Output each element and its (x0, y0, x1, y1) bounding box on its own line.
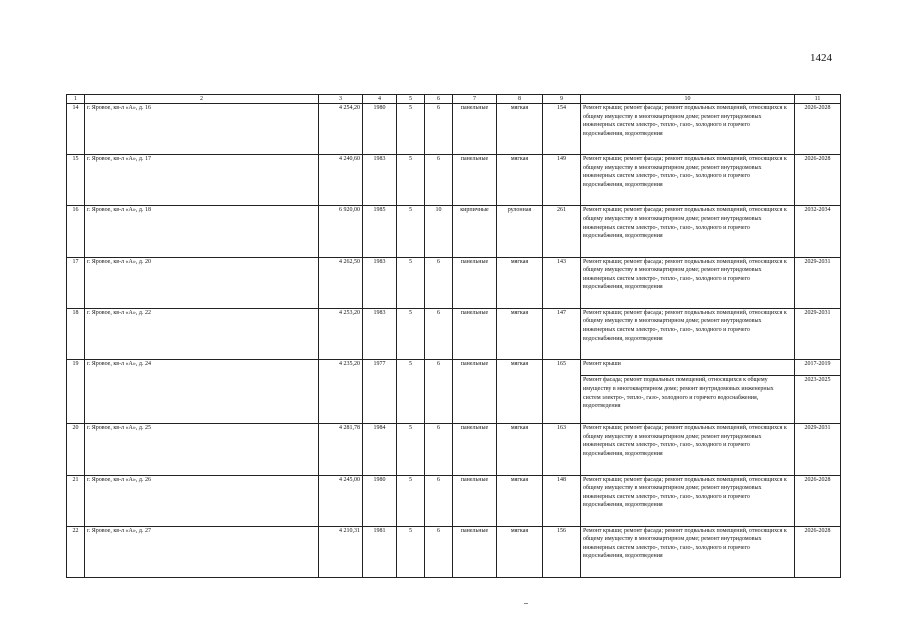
roof-type: рулонная (497, 206, 543, 257)
building-address: г. Яровое, кв-л «А», д. 16 (85, 104, 319, 155)
resident-count: 147 (543, 308, 581, 359)
column-number: 4 (363, 95, 397, 104)
resident-count: 261 (543, 206, 581, 257)
resident-count: 148 (543, 475, 581, 526)
floor-count: 5 (397, 360, 425, 424)
row-number: 14 (67, 104, 85, 155)
resident-count: 143 (543, 257, 581, 308)
work-description: Ремонт крыши; ремонт фасада; ремонт подвальных помещений, относящихся к общему имуществу в многоквартирном доме; ремонт внутридомовых инженерных систем электро-, тепло-, газо-, холодного и горячего водоснабжения, водоотведения (581, 104, 795, 155)
work-description: Ремонт крыши; ремонт фасада; ремонт подвальных помещений, относящихся к общему имуществу в многоквартирном доме; ремонт внутридомовых инженерных систем электро-, тепло-, газо-, холодного и горячего водоснабжения, водоотведения (581, 526, 795, 577)
total-area: 4 235,20 (319, 360, 363, 424)
work-period: 2023-2025 (795, 376, 841, 424)
floor-count: 5 (397, 257, 425, 308)
row-number: 17 (67, 257, 85, 308)
column-number: 9 (543, 95, 581, 104)
table-row (67, 475, 841, 526)
work-period: 2017-2019 (795, 360, 841, 376)
column-number-row (67, 95, 841, 104)
building-address: г. Яровое, кв-л «А», д. 22 (85, 308, 319, 359)
work-period: 2026-2028 (795, 104, 841, 155)
wall-material: панельные (453, 360, 497, 424)
resident-count: 149 (543, 155, 581, 206)
row-number: 20 (67, 424, 85, 475)
scan-mark (524, 603, 528, 604)
table-row (67, 155, 841, 206)
table-row (67, 360, 841, 376)
row-number: 19 (67, 360, 85, 424)
resident-count: 165 (543, 360, 581, 424)
work-description: Ремонт фасада; ремонт подвальных помещений, относящихся к общему имуществу в многоквартирном доме; ремонт внутридомовых инженерных систем электро-, тепло-, газо-, холодного и горячего водоснабжения, водоотведения (581, 376, 795, 424)
row-number: 16 (67, 206, 85, 257)
build-year: 1980 (363, 475, 397, 526)
entrance-count: 6 (425, 360, 453, 424)
work-description: Ремонт крыши (581, 360, 795, 376)
row-number: 21 (67, 475, 85, 526)
roof-type: мягкая (497, 104, 543, 155)
column-number: 2 (85, 95, 319, 104)
table-row (67, 104, 841, 155)
roof-type: мягкая (497, 424, 543, 475)
entrance-count: 6 (425, 155, 453, 206)
work-description: Ремонт крыши; ремонт фасада; ремонт подвальных помещений, относящихся к общему имуществу в многоквартирном доме; ремонт внутридомовых инженерных систем электро-, тепло-, газо-, холодного и горячего водоснабжения, водоотведения (581, 308, 795, 359)
total-area: 4 240,60 (319, 155, 363, 206)
column-number: 11 (795, 95, 841, 104)
entrance-count: 6 (425, 526, 453, 577)
table-row (67, 424, 841, 475)
building-address: г. Яровое, кв-л «А», д. 26 (85, 475, 319, 526)
work-period: 2029-2031 (795, 257, 841, 308)
total-area: 4 253,20 (319, 308, 363, 359)
table-row (67, 257, 841, 308)
roof-type: мягкая (497, 475, 543, 526)
build-year: 1984 (363, 424, 397, 475)
page-number: 1424 (810, 52, 832, 64)
total-area: 4 281,78 (319, 424, 363, 475)
work-description: Ремонт крыши; ремонт фасада; ремонт подвальных помещений, относящихся к общему имуществу в многоквартирном доме; ремонт внутридомовых инженерных систем электро-, тепло-, газо-, холодного и горячего водоснабжения, водоотведения (581, 475, 795, 526)
building-address: г. Яровое, кв-л «А», д. 24 (85, 360, 319, 424)
floor-count: 5 (397, 104, 425, 155)
building-address: г. Яровое, кв-л «А», д. 27 (85, 526, 319, 577)
entrance-count: 6 (425, 475, 453, 526)
build-year: 1981 (363, 526, 397, 577)
column-number: 6 (425, 95, 453, 104)
building-address: г. Яровое, кв-л «А», д. 18 (85, 206, 319, 257)
resident-count: 156 (543, 526, 581, 577)
floor-count: 5 (397, 424, 425, 475)
roof-type: мягкая (497, 526, 543, 577)
total-area: 4 262,50 (319, 257, 363, 308)
wall-material: панельные (453, 155, 497, 206)
building-address: г. Яровое, кв-л «А», д. 25 (85, 424, 319, 475)
column-number: 10 (581, 95, 795, 104)
row-number: 18 (67, 308, 85, 359)
table-row (67, 308, 841, 359)
total-area: 4 245,00 (319, 475, 363, 526)
build-year: 1977 (363, 360, 397, 424)
wall-material: кирпичные (453, 206, 497, 257)
total-area: 4 210,31 (319, 526, 363, 577)
work-description: Ремонт крыши; ремонт фасада; ремонт подвальных помещений, относящихся к общему имуществу в многоквартирном доме; ремонт внутридомовых инженерных систем электро-, тепло-, газо-, холодного и горячего водоснабжения, водоотведения (581, 424, 795, 475)
column-number: 1 (67, 95, 85, 104)
total-area: 4 254,20 (319, 104, 363, 155)
entrance-count: 6 (425, 257, 453, 308)
row-number: 22 (67, 526, 85, 577)
build-year: 1980 (363, 104, 397, 155)
work-description: Ремонт крыши; ремонт фасада; ремонт подвальных помещений, относящихся к общему имуществу в многоквартирном доме; ремонт внутридомовых инженерных систем электро-, тепло-, газо-, холодного и горячего водоснабжения, водоотведения (581, 206, 795, 257)
building-address: г. Яровое, кв-л «А», д. 17 (85, 155, 319, 206)
table-row (67, 526, 841, 577)
column-number: 7 (453, 95, 497, 104)
resident-count: 154 (543, 104, 581, 155)
floor-count: 5 (397, 206, 425, 257)
work-description: Ремонт крыши; ремонт фасада; ремонт подвальных помещений, относящихся к общему имуществу в многоквартирном доме; ремонт внутридомовых инженерных систем электро-, тепло-, газо-, холодного и горячего водоснабжения, водоотведения (581, 257, 795, 308)
wall-material: панельные (453, 526, 497, 577)
building-address: г. Яровое, кв-л «А», д. 20 (85, 257, 319, 308)
work-period: 2029-2031 (795, 308, 841, 359)
wall-material: панельные (453, 257, 497, 308)
build-year: 1983 (363, 155, 397, 206)
work-description: Ремонт крыши; ремонт фасада; ремонт подвальных помещений, относящихся к общему имуществу в многоквартирном доме; ремонт внутридомовых инженерных систем электро-, тепло-, газо-, холодного и горячего водоснабжения, водоотведения (581, 155, 795, 206)
entrance-count: 6 (425, 104, 453, 155)
building-registry-table (66, 94, 841, 578)
table-body (67, 104, 841, 578)
floor-count: 5 (397, 308, 425, 359)
entrance-count: 6 (425, 308, 453, 359)
entrance-count: 10 (425, 206, 453, 257)
column-number: 8 (497, 95, 543, 104)
row-number: 15 (67, 155, 85, 206)
work-period: 2029-2031 (795, 424, 841, 475)
build-year: 1985 (363, 206, 397, 257)
wall-material: панельные (453, 308, 497, 359)
wall-material: панельные (453, 104, 497, 155)
work-period: 2026-2028 (795, 526, 841, 577)
build-year: 1983 (363, 257, 397, 308)
floor-count: 5 (397, 475, 425, 526)
entrance-count: 6 (425, 424, 453, 475)
resident-count: 163 (543, 424, 581, 475)
work-period: 2032-2034 (795, 206, 841, 257)
floor-count: 5 (397, 526, 425, 577)
roof-type: мягкая (497, 308, 543, 359)
column-number: 3 (319, 95, 363, 104)
floor-count: 5 (397, 155, 425, 206)
roof-type: мягкая (497, 257, 543, 308)
column-number: 5 (397, 95, 425, 104)
total-area: 6 920,00 (319, 206, 363, 257)
table-row (67, 206, 841, 257)
work-period: 2026-2028 (795, 475, 841, 526)
wall-material: панельные (453, 424, 497, 475)
wall-material: панельные (453, 475, 497, 526)
roof-type: мягкая (497, 155, 543, 206)
roof-type: мягкая (497, 360, 543, 424)
build-year: 1983 (363, 308, 397, 359)
work-period: 2026-2028 (795, 155, 841, 206)
